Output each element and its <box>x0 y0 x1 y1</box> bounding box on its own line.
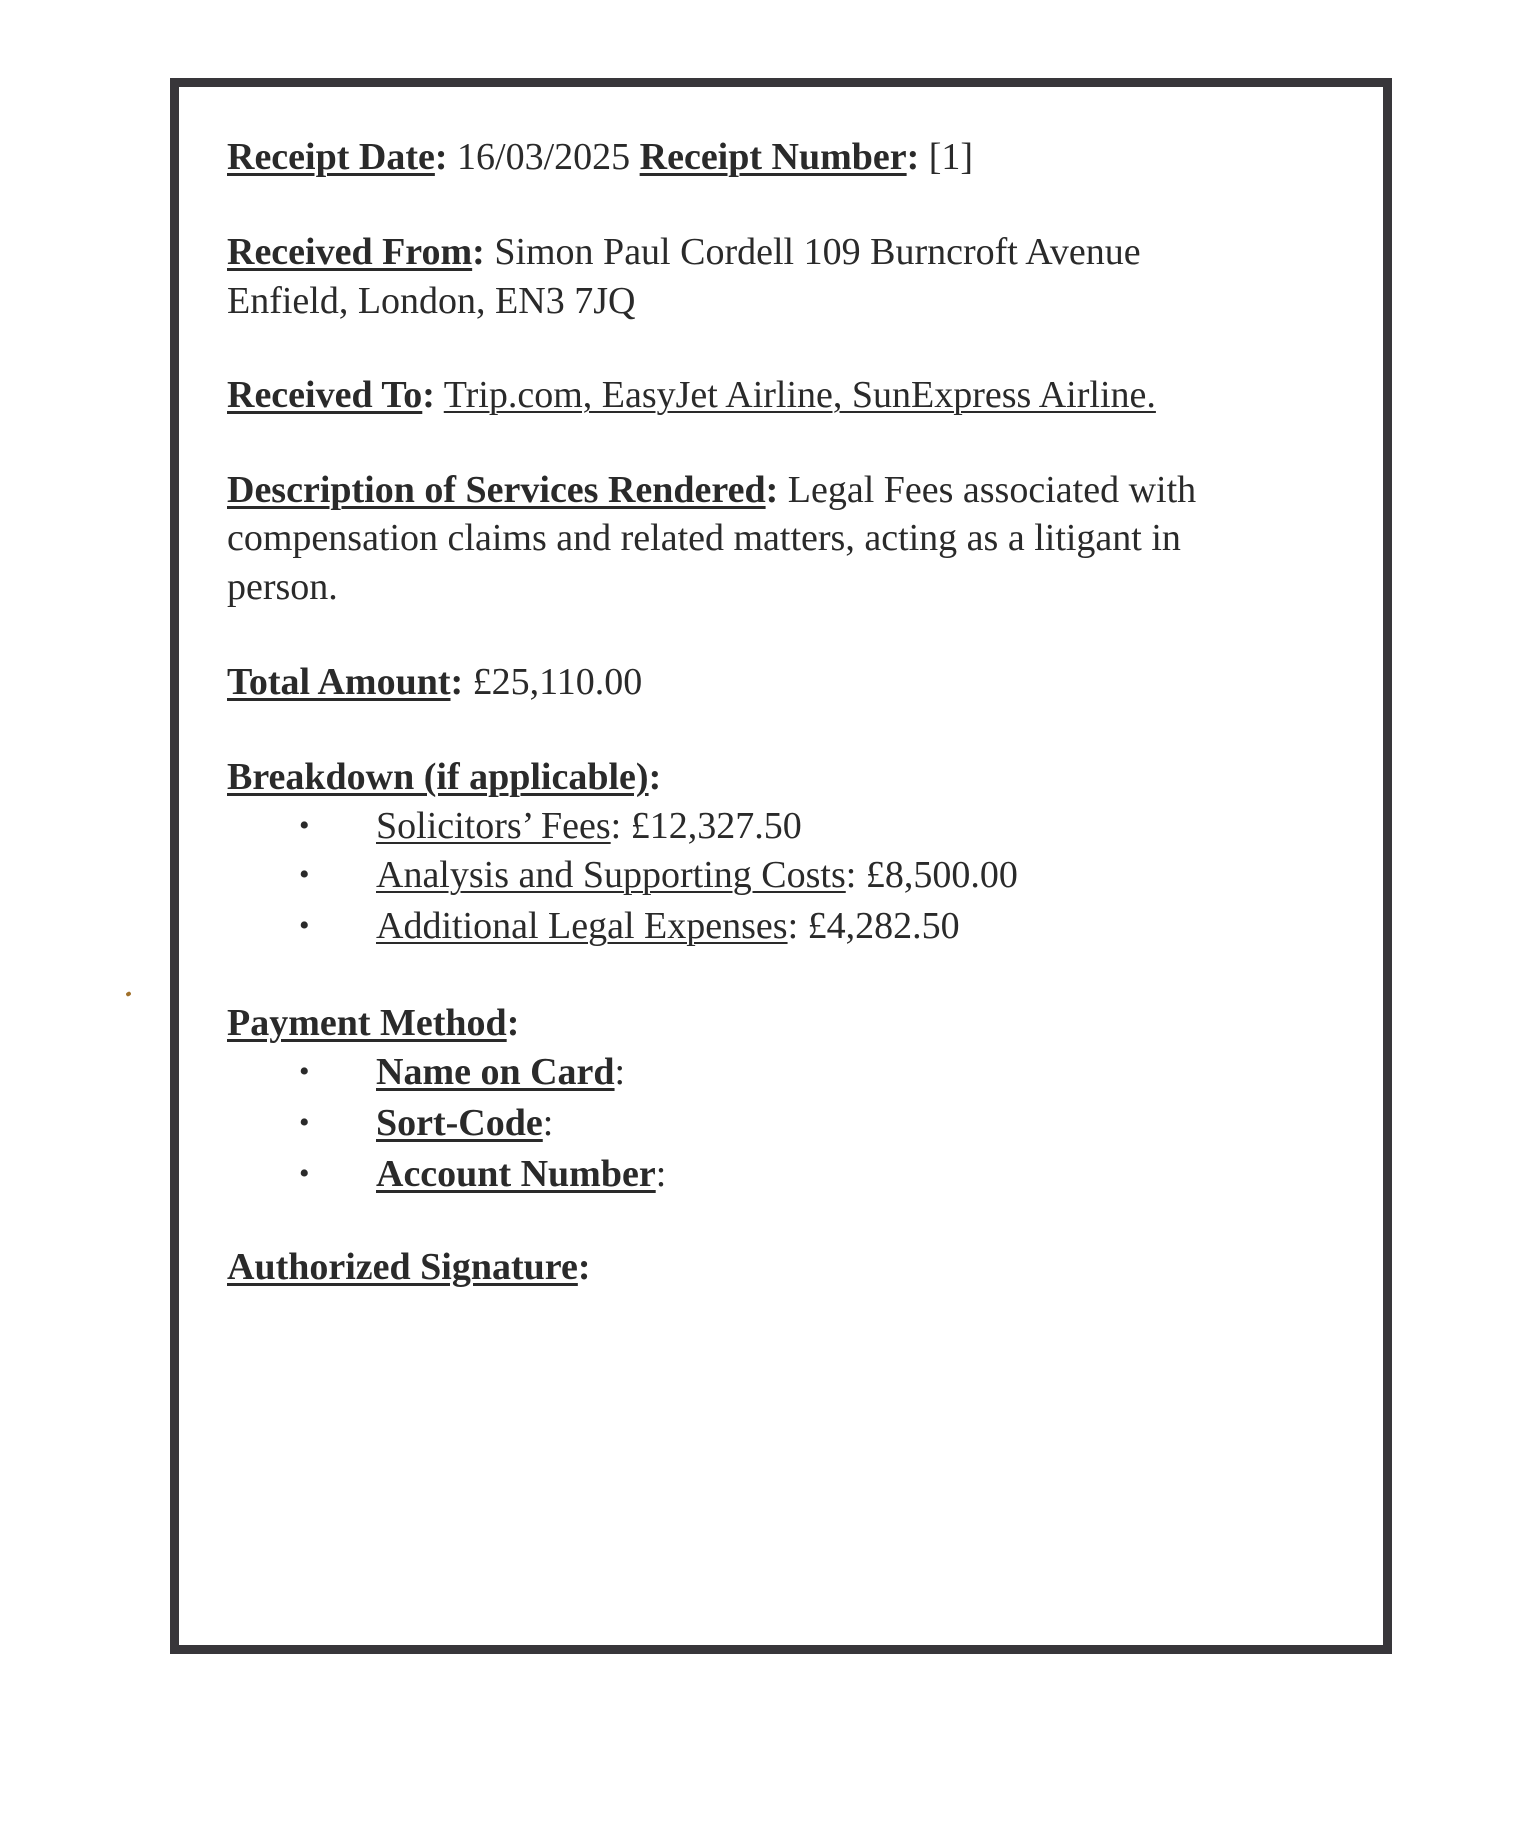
payment-field-label: Account Number <box>376 1153 656 1195</box>
received-from-value: Simon Paul Cordell 109 Burncroft Avenue <box>494 231 1141 273</box>
signature-line <box>227 1244 590 1290</box>
colon: : <box>450 661 464 703</box>
colon: : <box>422 374 435 416</box>
bullet-icon: • <box>299 809 310 842</box>
breakdown-item-label: Analysis and Supporting Costs <box>376 854 846 896</box>
description-line <box>227 467 1196 513</box>
colon: : <box>542 1102 554 1144</box>
bullet-icon: • <box>299 858 310 891</box>
bullet-icon: • <box>299 1106 310 1139</box>
receipt-date-value: 16/03/2025 <box>457 136 631 178</box>
colon: : <box>648 756 662 798</box>
receipt-date-label: Receipt Date <box>227 136 435 178</box>
total-amount-line <box>227 659 642 705</box>
receipt-number-value: [1] <box>928 136 974 178</box>
total-amount-value: £25,110.00 <box>472 661 643 703</box>
breakdown-item <box>376 903 960 949</box>
breakdown-item-label: Solicitors’ Fees <box>376 805 611 847</box>
colon: : <box>765 469 779 511</box>
colon: : <box>787 905 799 947</box>
signature-label: Authorized Signature <box>227 1246 578 1288</box>
colon: : <box>472 231 485 273</box>
received-to-line <box>227 372 1156 418</box>
receipt-date-line <box>227 134 973 180</box>
received-from-label: Received From <box>227 231 473 273</box>
payment-field <box>376 1100 553 1146</box>
total-amount-label: Total Amount <box>227 661 451 703</box>
breakdown-item <box>376 803 802 849</box>
payment-field <box>376 1049 625 1095</box>
received-from-address: Enfield, London, EN3 7JQ <box>227 280 636 322</box>
receipt-frame <box>170 78 1392 1654</box>
breakdown-item <box>376 852 1018 898</box>
colon: : <box>845 854 857 896</box>
received-to-label: Received To <box>227 374 423 416</box>
payment-method-heading <box>227 1000 519 1046</box>
received-to-value: Trip.com, EasyJet Airline, SunExpress Airline. <box>443 374 1156 416</box>
breakdown-item-label: Additional Legal Expenses <box>376 905 788 947</box>
payment-field <box>376 1151 666 1197</box>
colon: : <box>506 1002 520 1044</box>
breakdown-item-amount: £12,327.50 <box>630 805 802 847</box>
bullet-icon: • <box>299 1055 310 1088</box>
breakdown-heading <box>227 754 661 800</box>
colon: : <box>434 136 448 178</box>
colon: : <box>614 1051 626 1093</box>
colon: : <box>577 1246 591 1288</box>
payment-method-label: Payment Method <box>227 1002 507 1044</box>
description-label: Description of Services Rendered <box>227 469 766 511</box>
description-value-2: compensation claims and related matters, acting as a litigant in <box>227 517 1181 559</box>
payment-field-label: Name on Card <box>376 1051 615 1093</box>
bullet-icon: • <box>299 1157 310 1190</box>
breakdown-item-amount: £4,282.50 <box>807 905 960 947</box>
payment-field-label: Sort-Code <box>376 1102 543 1144</box>
breakdown-label: Breakdown (if applicable) <box>227 756 649 798</box>
received-from-line <box>227 229 1141 275</box>
description-value-3: person. <box>227 566 338 608</box>
colon: : <box>655 1153 667 1195</box>
breakdown-item-amount: £8,500.00 <box>865 854 1018 896</box>
bullet-icon: • <box>299 909 310 942</box>
description-value-1: Legal Fees associated with <box>787 469 1197 511</box>
receipt-number-label: Receipt Number <box>639 136 907 178</box>
colon: : <box>906 136 920 178</box>
colon: : <box>610 805 622 847</box>
scan-speck <box>125 991 131 997</box>
